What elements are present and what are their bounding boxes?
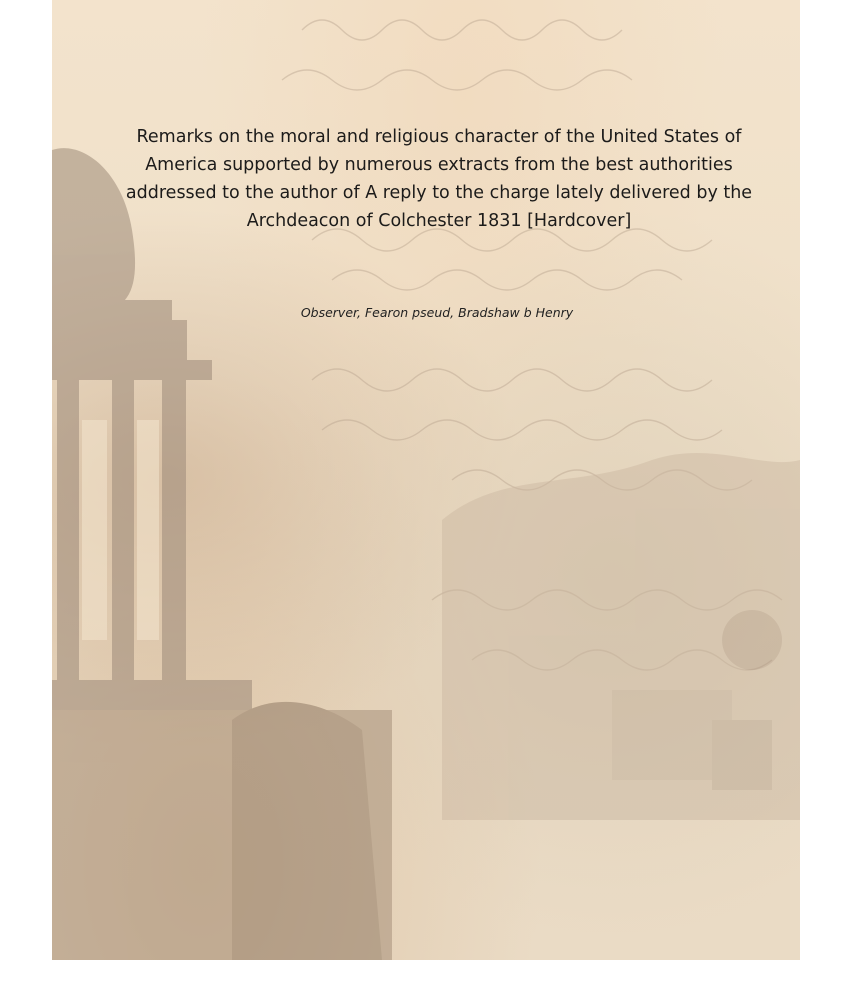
- book-author: Observer, Fearon pseud, Bradshaw b Henry: [300, 305, 574, 320]
- landscape-sketch: [442, 453, 800, 820]
- book-title: Remarks on the moral and religious character of the United States of America supported by numerous extracts from the best authorities addressed to the author of A reply to the charge lately delivered by the Archdeacon of Colchester 1831 [Hardcover]: [125, 127, 753, 231]
- book-cover: [52, 0, 800, 960]
